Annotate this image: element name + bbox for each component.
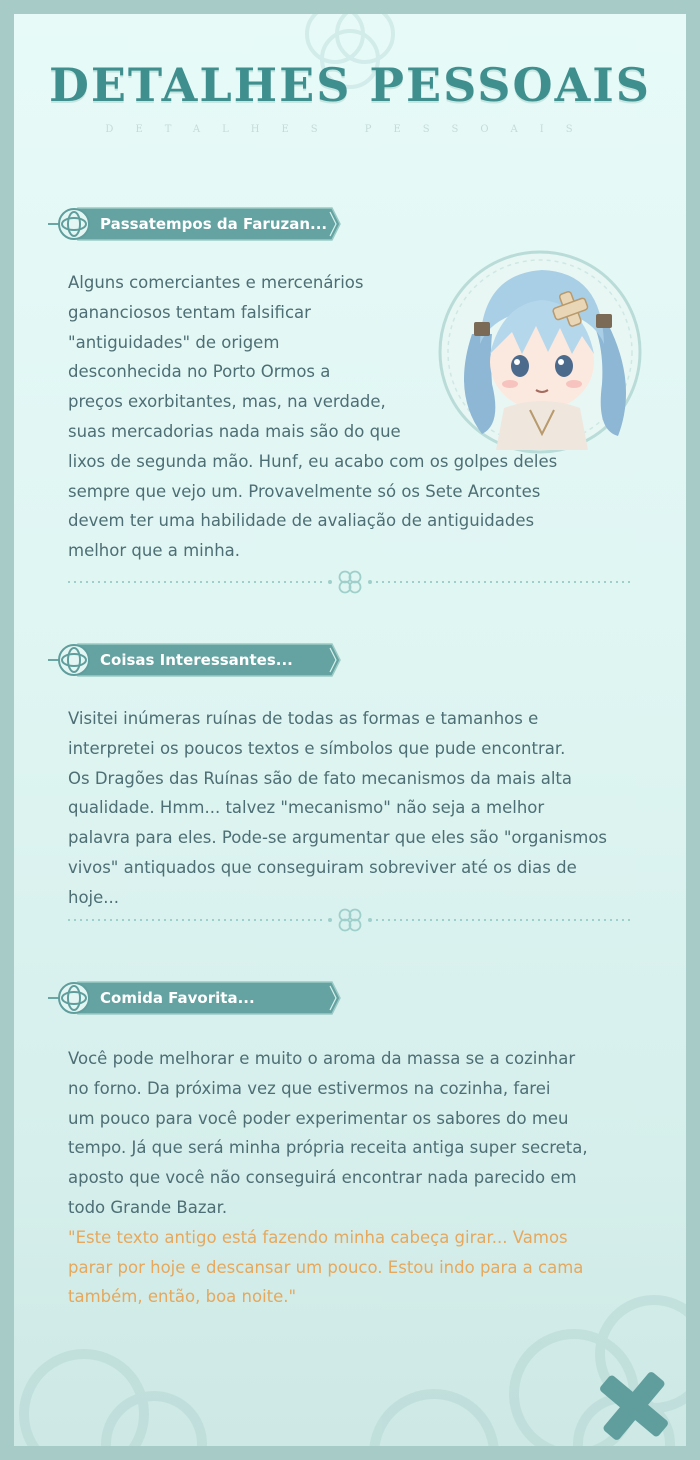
text-line: "antiguidades" de origem bbox=[68, 332, 280, 352]
text-line: melhor que a minha. bbox=[68, 541, 241, 561]
text-line: preços exorbitantes, mas, na verdade, bbox=[68, 392, 386, 412]
text-line: todo Grande Bazar. bbox=[68, 1197, 228, 1217]
text-line: interpretei os poucos textos e símbolos que pude encontrar. bbox=[68, 738, 566, 758]
section-header-hobbies bbox=[48, 202, 342, 246]
text-line: tempo. Já que será minha própria receita antiga super secreta, bbox=[68, 1138, 588, 1158]
flower-divider-icon bbox=[68, 908, 632, 932]
text-line: lixos de segunda mão. Hunf, eu acabo com os golpes deles bbox=[68, 451, 558, 471]
text-line: hoje... bbox=[68, 887, 120, 907]
text-line: palavra para eles. Pode-se argumentar que eles são "organismos bbox=[68, 828, 608, 848]
text-line: desconhecida no Porto Ormos a bbox=[68, 362, 331, 382]
bottom-ring-decoration bbox=[14, 1294, 686, 1446]
knot-emblem-icon bbox=[59, 209, 89, 239]
section-text-hobbies bbox=[68, 268, 557, 566]
text-line: Alguns comerciantes e mercenários bbox=[68, 273, 364, 292]
section-header-food bbox=[48, 976, 342, 1020]
section-text-food bbox=[68, 1044, 588, 1312]
section-header-interesting bbox=[48, 638, 342, 682]
page-title: DETALHES PESSOAIS bbox=[48, 58, 652, 112]
page-subtitle-watermark: DETALHES PESSOAIS bbox=[105, 124, 595, 135]
details-card bbox=[14, 14, 686, 1446]
text-line: gananciosos tentam falsificar bbox=[68, 302, 311, 322]
quote-line: também, então, boa noite." bbox=[68, 1287, 297, 1307]
text-line: um pouco para você poder experimentar os sabores do meu bbox=[68, 1108, 569, 1128]
text-line: vivos" antiquados que conseguiram sobreviver até os dias de bbox=[68, 857, 577, 877]
text-line: Você pode melhorar e muito o aroma da massa se a cozinhar bbox=[68, 1049, 576, 1068]
text-line: aposto que você não conseguirá encontrar nada parecido em bbox=[68, 1168, 577, 1188]
text-line: qualidade. Hmm... talvez "mecanismo" não seja a melhor bbox=[68, 798, 545, 818]
flower-divider-icon bbox=[68, 570, 632, 594]
section-label-hobbies: Passatempos da Faruzan... bbox=[100, 215, 328, 233]
knot-emblem-icon bbox=[59, 983, 89, 1013]
text-line: suas mercadorias nada mais são do que bbox=[68, 421, 401, 441]
text-line: Os Dragões das Ruínas são de fato mecanismos da mais alta bbox=[68, 768, 573, 788]
section-label-food: Comida Favorita... bbox=[100, 989, 255, 1007]
text-line: sempre que vejo um. Provavelmente só os Sete Arcontes bbox=[68, 481, 541, 501]
text-line: no forno. Da próxima vez que estivermos na cozinha, farei bbox=[68, 1078, 551, 1098]
text-line: devem ter uma habilidade de avaliação de antiguidades bbox=[68, 511, 535, 531]
quote-line: parar por hoje e descansar um pouco. Estou indo para a cama bbox=[68, 1257, 584, 1277]
section-text-interesting bbox=[68, 704, 607, 913]
text-line: Visitei inúmeras ruínas de todas as formas e tamanhos e bbox=[68, 709, 539, 728]
knot-emblem-icon bbox=[59, 645, 89, 675]
quote-line: "Este texto antigo está fazendo minha cabeça girar... Vamos bbox=[68, 1227, 568, 1247]
section-label-interesting: Coisas Interessantes... bbox=[100, 651, 293, 669]
